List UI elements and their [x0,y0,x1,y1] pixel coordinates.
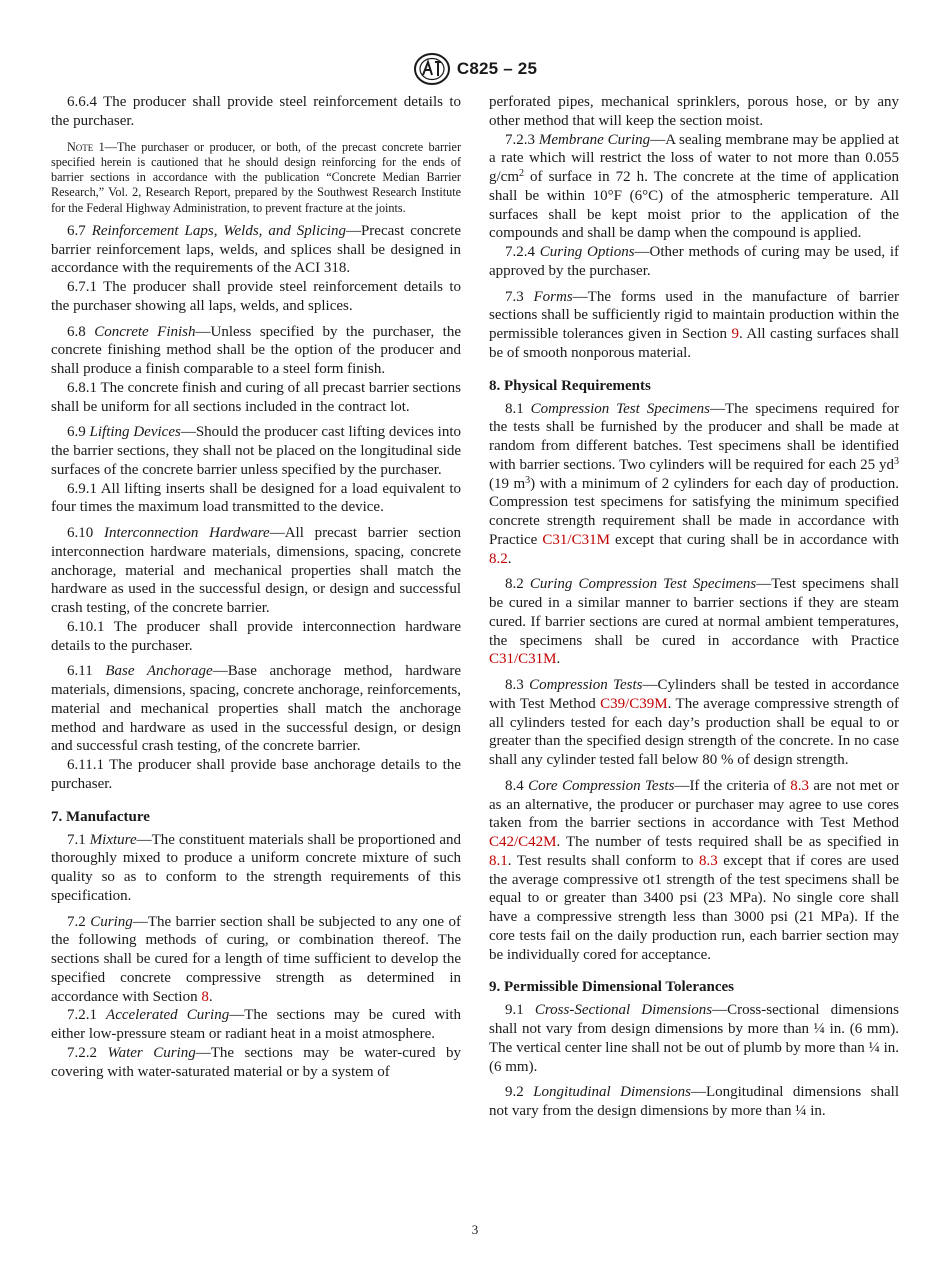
section-text: . The average compressive strength of all cylinders tested for each day’s production shall be equal to or greater than the specified design strength of the concrete. In no case shall any cylinder tested fall below 80 % of design strength. [489,695,899,768]
section-text: —All precast barrier section interconnection hardware materials, dimensions, spacing, concrete anchorage, material and mechanical properties shall match the hardware as used in the successful design, or design and successful crash testing, of the concrete barrier. [51,525,461,617]
section-text: —The forms used in the manufacture of barrier sections shall be sufficiently rigid to maintain production within the permissible tolerances given in Section [489,288,899,342]
heading-permissible-tolerances: 9. Permissible Dimensional Tolerances [489,979,734,996]
section-title: Mixture [89,831,137,848]
section-7-2 [51,913,461,1007]
section-text: —Test specimens shall be cured in a similar manner to barrier sections if they are steam cured. If barrier sections are cured at normal ambient temperatures, the specimens shall be cured in accordance with Practice [489,576,900,649]
section-text: . The number of tests required shall be as specified in [556,834,899,850]
section-number: 6.9 [67,424,86,441]
section-title: Curing Compression Test Specimens [529,576,757,593]
section-text: . [556,651,561,668]
section-7-2-2-continued: perforated pipes, mechanical sprinklers, porous hose, or by any other method that will keep the section moist. [489,94,899,129]
section-text: . [507,550,512,567]
heading-physical-requirements: 8. Physical Requirements [489,377,651,394]
section-number: 8.1 [505,400,524,417]
section-text: except that curing shall be in accordance with [609,531,900,548]
section-6-7-1: 6.7.1 The producer shall provide steel reinforcement details to the purchaser showing all laps, welds, and splices. [51,279,461,314]
section-title: Forms [533,288,573,305]
section-title: Accelerated Curing [106,1007,230,1024]
section-text: —Precast concrete barrier reinforcement laps, welds, and splices shall be designed in accordance with the requirements of the ACI 318. [51,222,462,277]
section-number: 6.8 [67,323,86,340]
page-number: 3 [471,1222,479,1237]
section-8-1-link[interactable]: 8.1 [489,852,508,869]
section-6-10 [51,524,461,618]
section-7-3 [489,288,899,363]
section-7-2-1 [51,1006,461,1044]
c31-link[interactable]: C31/C31M [489,651,557,668]
section-number: 7.2.1 [67,1007,97,1024]
section-6-11 [51,662,461,756]
section-6-9-1: 6.9.1 All lifting inserts shall be designed for a load equivalent to four times the maximum load transmitted to the device. [51,480,461,516]
section-number: 7.2 [67,913,86,930]
section-text: —The constituent materials shall be proportioned and thoroughly mixed to produce a uniform concrete mixture of such quality so as to conform to the strength requirements of this specification. [51,831,461,904]
section-title: Membrane Curing [538,131,651,148]
section-6-6-4: 6.6.4 The producer shall provide steel reinforcement details to the purchaser. [51,94,461,129]
left-column [51,93,461,1081]
section-title: Interconnection Hardware [103,525,270,542]
section-number: 6.11 [67,663,93,680]
note-label: Note 1 [67,139,105,154]
section-number: 6.7 [67,222,86,239]
superscript: 3 [525,474,531,486]
section-8-3-link[interactable]: 8.3 [699,852,718,869]
c31-link[interactable]: C31/C31M [542,531,610,548]
section-title: Base Anchorage [105,663,213,680]
section-text: . [208,988,213,1005]
section-number: 9.1 [505,1002,524,1019]
section-number: 8.2 [505,576,524,593]
section-text: —Cylinders shall be tested in accordance with Test Method [489,677,899,712]
section-title: Cross-Sectional Dimensions [534,1002,713,1019]
section-text: (19 m [489,475,526,492]
heading-manufacture: 7. Manufacture [51,808,150,825]
section-number: 6.10 [67,525,94,542]
section-number: 8.3 [505,677,524,693]
section-number: 7.2.4 [505,244,535,260]
section-text: . Test results shall conform to [507,852,699,869]
section-text: —Should the producer cast lifting devices into the barrier sections, they shall not be placed on the longitudinal side surfaces of the concrete barrier unless specified by the purchaser. [51,424,462,478]
section-text: —Other methods of curing may be used, if approved by the purchaser. [489,244,900,279]
section-text: except that if cores are used the average compressive ot1 strength of the test specimens shall be equal to or greater than 3400 psi (23 MPa). No single core shall have a compressive strength less than 3000 psi (21 MPa). If the core tests fail on the daily production run, each barrier section may be individually cored for acceptance. [489,852,900,963]
section-number: 7.2.3 [505,131,535,148]
section-text: —The barrier section shall be subjected to any one of the following methods of curing, or combination thereof. The sections shall be cured for a length of time sufficient to develop the specified concrete compressive strength as determined in accordance with Section [51,913,462,1005]
standard-designation: C825 – 25 [456,59,538,78]
section-title: Water Curing [107,1044,196,1061]
section-6-10-1: 6.10.1 The producer shall provide interconnection hardware details to the purchaser. [51,618,461,654]
section-6-11-1: 6.11.1 The producer shall provide base anchorage details to the purchaser. [51,757,461,792]
superscript: 2 [519,168,524,179]
section-text: . All casting surfaces shall be of smooth nonporous material. [489,326,899,361]
astm-logo-icon [413,52,451,86]
note-1 [51,140,461,216]
section-6-9 [51,423,461,479]
section-9-link[interactable]: 9 [731,326,739,342]
section-title: Core Compression Tests [528,777,675,794]
section-title: Curing Options [539,244,635,260]
section-7-2-4 [489,243,899,281]
page-header [0,52,950,86]
c39-link[interactable]: C39/C39M [600,695,668,712]
section-text: —The specimens required for the tests shall be furnished by the producer and shall be made at random from different batches. Test specimens shall be identified with barrier sections. Two cylinders will be required for each 25 yd [489,400,899,473]
section-6-8-1: 6.8.1 The concrete finish and curing of all precast barrier sections shall be uniform for all sections included in the contract lot. [51,379,461,415]
section-9-1 [489,1001,899,1076]
section-title: Longitudinal Dimensions [533,1084,691,1101]
section-7-2-3 [489,131,899,244]
section-text: —Base anchorage method, hardware materials, dimensions, spacing, concrete anchorage, reinforcements, material and mechanical properties shall match the anchorage method and hardware as used in the successful design, or design and successful crash testing, of the concrete barrier. [51,663,462,755]
section-title: Curing [90,913,133,930]
section-7-1 [51,831,461,906]
section-8-2 [489,575,899,669]
section-text: —If the criteria of [674,777,791,794]
section-title: Compression Test Specimens [530,400,711,417]
section-number: 9.2 [505,1084,524,1101]
section-text: —Cross-sectional dimensions shall not vary from design dimensions by more than ¼ in. (6 mm). The vertical center line shall not be out of plumb by more than ¼ in. (6 mm). [489,1002,900,1075]
section-text: —A sealing membrane may be applied at a rate which will restrict the loss of water to not more than 0.055 g/cm [489,131,899,185]
section-number: 7.3 [505,288,524,305]
right-column [489,93,899,1121]
section-6-8 [51,323,461,379]
section-title: Compression Tests [529,677,643,693]
note-text: —The purchaser or producer, or both, of the precast concrete barrier specified herein is cautioned that he should design reinforcing for the ends of barrier sections in accordance with the publication “Concrete Median Barrier Research,” Vol. 2, Research Report, prepared by the Southwest Research Institute for the Federal Highway Administration, to prevent fracture at the joints. [51,139,462,215]
section-8-2-link[interactable]: 8.2 [489,550,508,567]
section-8-4 [489,777,899,965]
section-text: —Unless specified by the purchaser, the concrete finishing method shall be the option of the producer and shall produce a finish comparable to a steel form finish. [51,323,462,378]
section-7-2-2 [51,1044,461,1082]
section-number: 7.2.2 [67,1044,97,1061]
section-text: —The sections may be water-cured by covering with water-saturated material or by a system of [51,1044,462,1080]
section-title: Reinforcement Laps, Welds, and Splicing [91,222,346,239]
section-number: 8.4 [505,777,524,794]
section-6-7 [51,222,461,278]
section-title: Lifting Devices [89,424,181,441]
section-8-1 [489,400,899,569]
section-text: —Longitudinal dimensions shall not vary from the design dimensions by more than ¼ in. [489,1084,899,1119]
section-number: 7.1 [67,831,86,848]
section-text: —The sections may be cured with either low-pressure steam or radiant heat in a moist atmosphere. [51,1007,462,1043]
superscript: 3 [894,455,899,467]
section-8-link[interactable]: 8 [201,988,209,1005]
section-text: of surface in 72 h. The concrete at the time of application shall be within 10°F (6°C) of the atmospheric temperature. All surfaces shall be kept moist prior to the application of the compounds and shall be damp when the compound is applied. [489,169,899,242]
section-title: Concrete Finish [94,323,196,340]
section-text: ) with a minimum of 2 cylinders for each day of production. Compression test specimens for satisfying the minimum specified concrete strength requirement shall be made in accordance with Practice [489,475,899,548]
c42-link[interactable]: C42/C42M [489,834,557,850]
section-9-2 [489,1083,899,1121]
section-8-3-link[interactable]: 8.3 [790,777,809,794]
section-8-3 [489,676,899,770]
section-text: are not met or as an alternative, the producer or purchaser may agree to use cores taken from the barrier sections in accordance with Test Method [489,777,899,832]
